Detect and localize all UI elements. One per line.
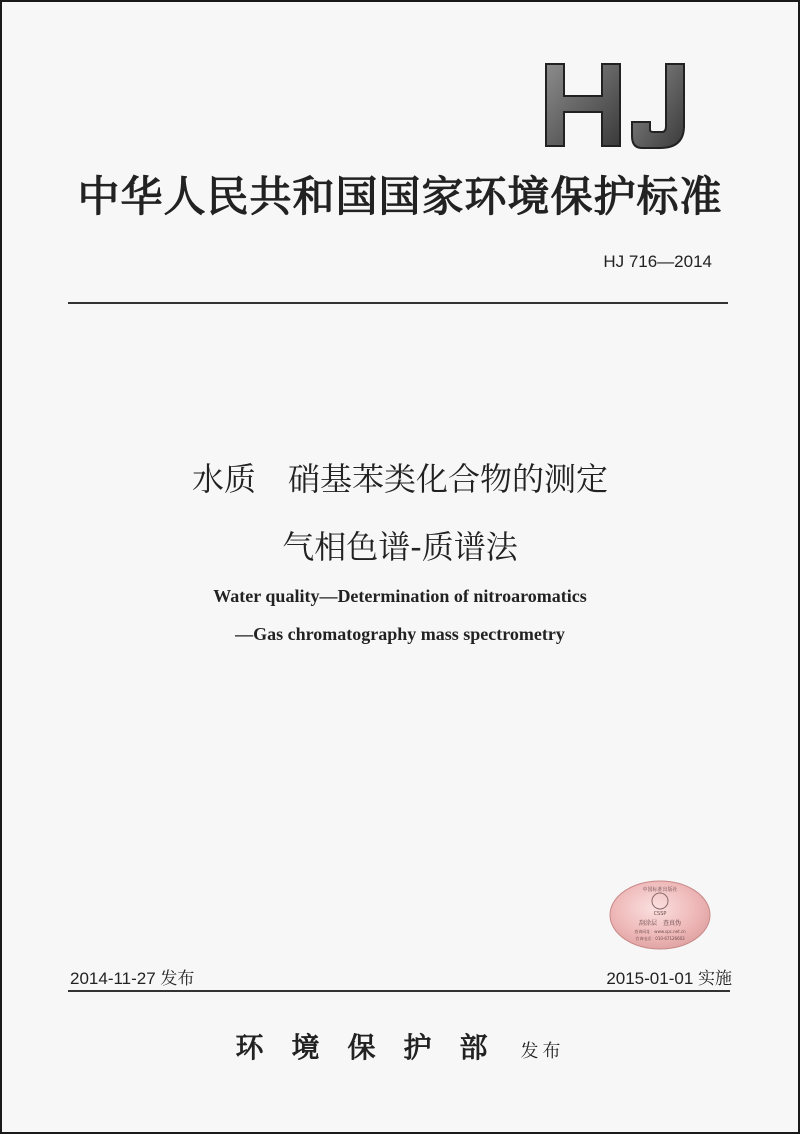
document-title-cn-line1: 水质 硝基苯类化合物的测定: [191, 460, 608, 498]
seal-text-mid: CSSP: [653, 911, 667, 917]
top-divider: [68, 302, 728, 304]
seal-text-top: 中国标准出版社: [642, 887, 678, 893]
publisher-name: 环境保护部: [235, 1031, 516, 1064]
standard-title: 中华人民共和国国家环境保护标准: [77, 172, 723, 221]
publisher-suffix: 发布: [520, 1041, 565, 1062]
implementation-date: 2015-01-01 实施: [606, 969, 732, 988]
publisher-line: [2, 1026, 798, 1066]
seal-text-line1: 刮涂层 查真伪: [638, 920, 682, 927]
standard-code: HJ 716—2014: [603, 252, 712, 271]
bottom-divider: [68, 990, 730, 992]
document-title-en-line1: Water quality—Determination of nitroaromatics: [213, 586, 587, 606]
seal-text-line2: 查询网址：www.spc.net.cn: [634, 929, 686, 934]
hj-logo: [542, 60, 707, 150]
document-title-cn-line2: 气相色谱-质谱法: [282, 528, 518, 566]
seal-text-line3: 咨询电话：010-67126603: [635, 936, 685, 941]
issue-date: 2014-11-27 发布: [70, 969, 195, 988]
document-title-en-line2: —Gas chromatography mass spectrometry: [235, 624, 565, 644]
anti-counterfeit-seal: [608, 879, 712, 951]
